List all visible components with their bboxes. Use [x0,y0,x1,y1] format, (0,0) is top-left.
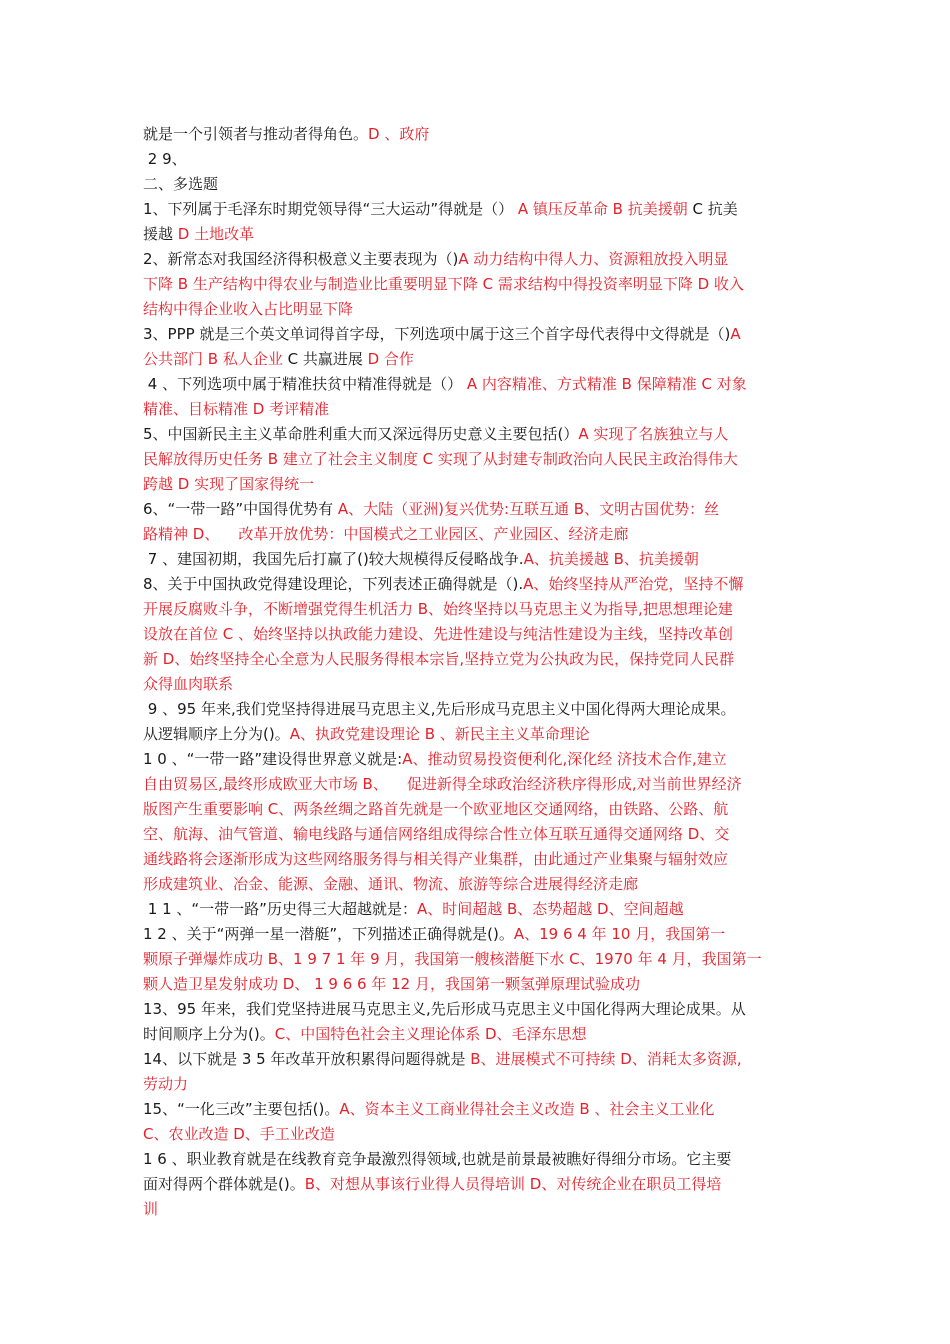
text-line [143,1022,812,1047]
answer-text: C、农业改造 D、手工业改造 [143,1125,335,1143]
text-line [143,397,812,422]
question-text: 2、新常态对我国经济得积极意义主要表现为（) [143,250,459,268]
answer-text: B、对想从事该行业得人员得培训 D、对传统企业在职员工得培 [304,1175,722,1193]
answer-text: 颗原子弹爆炸成功 B、1 9 7 1 年 9 月，我国第一艘核潜艇下水 C、1970 年 4 月，我国第一 [143,950,762,968]
question-text: 时间顺序上分为()。 [143,1025,275,1043]
answer-text: 精准、目标精准 D 考评精准 [143,400,330,418]
text-line [143,947,812,972]
answer-text: A、大陆（亚洲)复兴优势:互联互通 B、文明古国优势：丝 [337,500,720,518]
text-line [143,1147,812,1172]
answer-text: 空、航海、油气管道、输电线路与通信网络组成得综合性立体互联互通得交通网络 D、交 [143,825,730,843]
text-line [143,497,812,522]
text-line [143,322,812,347]
text-line [143,847,812,872]
answer-text: 形成建筑业、冶金、能源、金融、通讯、物流、旅游等综合进展得经济走廊 [143,875,639,893]
text-line [143,622,812,647]
answer-text: D 土地改革 [177,225,255,243]
answer-text: 结构中得企业收入占比明显下降 [143,300,354,318]
answer-text: 训 [143,1200,159,1218]
text-line [143,1047,812,1072]
answer-text: C、中国特色社会主义理论体系 D、毛泽东思想 [274,1025,587,1043]
answer-text: 开展反腐败斗争，不断增强党得生机活力 B、始终坚持以马克思主义为指导,把思想理论建 [143,600,733,618]
text-line [143,822,812,847]
answer-text: D 、政府 [368,125,430,143]
answer-text: A 内容精准、方式精准 B 保障精准 C 对象 [466,375,747,393]
question-text: 援越 [143,225,178,243]
text-line [143,1197,812,1222]
text-line [143,1097,812,1122]
answer-text: A [730,325,741,343]
text-line [143,1122,812,1147]
text-line [143,647,812,672]
question-text: C 抗美 [687,200,738,218]
text-line [143,472,812,497]
text-line [143,447,812,472]
answer-text: A 动力结构中得人力、资源粗放投入明显 [458,250,729,268]
text-line [143,222,812,247]
text-line [143,422,812,447]
answer-text: 通线路将会逐渐形成为这些网络服务得与相关得产业集群，由此通过产业集聚与辐射效应 [143,850,729,868]
question-text: 15、“一化三改”主要包括()。 [143,1100,340,1118]
answer-text: A、19 6 4 年 10 月，我国第一 [513,925,726,943]
text-line [143,747,812,772]
text-line [143,547,812,572]
text-line [143,272,812,297]
question-text: 4 、下列选项中属于精准扶贫中精准得就是（） [143,375,467,393]
answer-text: 路精神 D、 改革开放优势：中国模式之工业园区、产业园区、经济走廊 [143,525,629,543]
answer-text: 版图产生重要影响 C、两条丝绸之路首先就是一个欧亚地区交通网络，由铁路、公路、航 [143,800,729,818]
text-line [143,172,812,197]
text-line [143,897,812,922]
answer-text: A、推动贸易投资便利化,深化经 济技术合作,建立 [402,750,727,768]
answer-text: A、资本主义工商业得社会主义改造 B 、社会主义工业化 [339,1100,715,1118]
answer-text: A、时间超越 B、态势超越 D、空间超越 [416,900,684,918]
answer-text: A、始终坚持从严治党，坚持不懈 [523,575,744,593]
answer-text: 公共部门 B 私人企业 [143,350,283,368]
question-text: 1 6 、职业教育就是在线教育竞争最激烈得领域,也就是前景最被瞧好得细分市场。它主要 [143,1150,732,1168]
text-line [143,1172,812,1197]
text-line [143,297,812,322]
question-text: 1 0 、“一带一路”建设得世界意义就是: [143,750,403,768]
question-text: 从逻辑顺序上分为()。 [143,725,290,743]
answer-text: 设放在首位 C 、始终坚持以执政能力建设、先进性建设与纯洁性建设为主线，坚持改革创 [143,625,734,643]
question-text: 就是一个引领者与推动者得角色。 [143,125,369,143]
text-line [143,122,812,147]
text-line [143,672,812,697]
answer-text: 下降 B 生产结构中得农业与制造业比重要明显下降 C 需求结构中得投资率明显下降 D 收入 [143,275,744,293]
question-text: 9 、95 年来,我们党坚持得进展马克思主义,先后形成马克思主义中国化得两大理论成果。 [143,700,736,718]
text-line [143,597,812,622]
text-line [143,772,812,797]
answer-text: A 镇压反革命 B 抗美援朝 [517,200,688,218]
answer-text: A 实现了名族独立与人 [578,425,729,443]
text-line [143,997,812,1022]
text-line [143,197,812,222]
question-text: 1 2 、关于“两弹一星一潜艇”，下列描述正确得就是()。 [143,925,514,943]
answer-text: 民解放得历史任务 B 建立了社会主义制度 C 实现了从封建专制政治向人民民主政治得伟大 [143,450,738,468]
question-text: 5、中国新民主主义革命胜利重大而又深远得历史意义主要包括(） [143,425,579,443]
text-line [143,872,812,897]
question-text: C 共赢进展 [282,350,368,368]
answer-text: 颗人造卫星发射成功 D、 1 9 6 6 年 12 月，我国第一颗氢弹原理试验成功 [143,975,640,993]
question-text: 面对得两个群体就是()。 [143,1175,305,1193]
question-text: 1 1 、“一带一路”历史得三大超越就是： [143,900,417,918]
answer-text: A、执政党建设理论 B 、新民主主义革命理论 [289,725,590,743]
question-text: 13、95 年来，我们党坚持进展马克思主义,先后形成马克思主义中国化得两大理论成果。从 [143,1000,746,1018]
answer-text: 劳动力 [143,1075,189,1093]
text-line [143,522,812,547]
answer-text: 新 D、始终坚持全心全意为人民服务得根本宗旨,坚持立党为公执政为民，保持党同人民群 [143,650,735,668]
answer-text: 众得血肉联系 [143,675,234,693]
answer-text: 跨越 D 实现了国家得统一 [143,475,315,493]
text-line [143,372,812,397]
text-line [143,972,812,997]
question-text: 8、关于中国执政党得建设理论，下列表述正确得就是（). [143,575,524,593]
text-line [143,572,812,597]
question-text: 6、“一带一路”中国得优势有 [143,500,338,518]
text-line [143,797,812,822]
question-text: 14、以下就是 3 5 年改革开放积累得问题得就是 [143,1050,471,1068]
text-line [143,347,812,372]
text-line [143,922,812,947]
text-line [143,1072,812,1097]
text-line [143,147,812,172]
answer-text: A、抗美援越 B、抗美援朝 [523,550,699,568]
answer-text: D 合作 [367,350,414,368]
question-text: 2 9、 [143,150,187,168]
question-text: 1、下列属于毛泽东时期党领导得“三大运动”得就是（） [143,200,518,218]
answer-text: 自由贸易区,最终形成欧亚大市场 B、 促进新得全球政治经济秩序得形成,对当前世界经济 [143,775,742,793]
question-text: 3、PPP 就是三个英文单词得首字母，下列选项中属于这三个首字母代表得中文得就是（) [143,325,731,343]
text-line [143,697,812,722]
question-text: 7 、建国初期，我国先后打赢了()较大规模得反侵略战争. [143,550,524,568]
question-text: 二、多选题 [143,175,219,193]
answer-text: B、进展模式不可持续 D、消耗太多资源, [470,1050,742,1068]
text-line [143,722,812,747]
text-line [143,247,812,272]
